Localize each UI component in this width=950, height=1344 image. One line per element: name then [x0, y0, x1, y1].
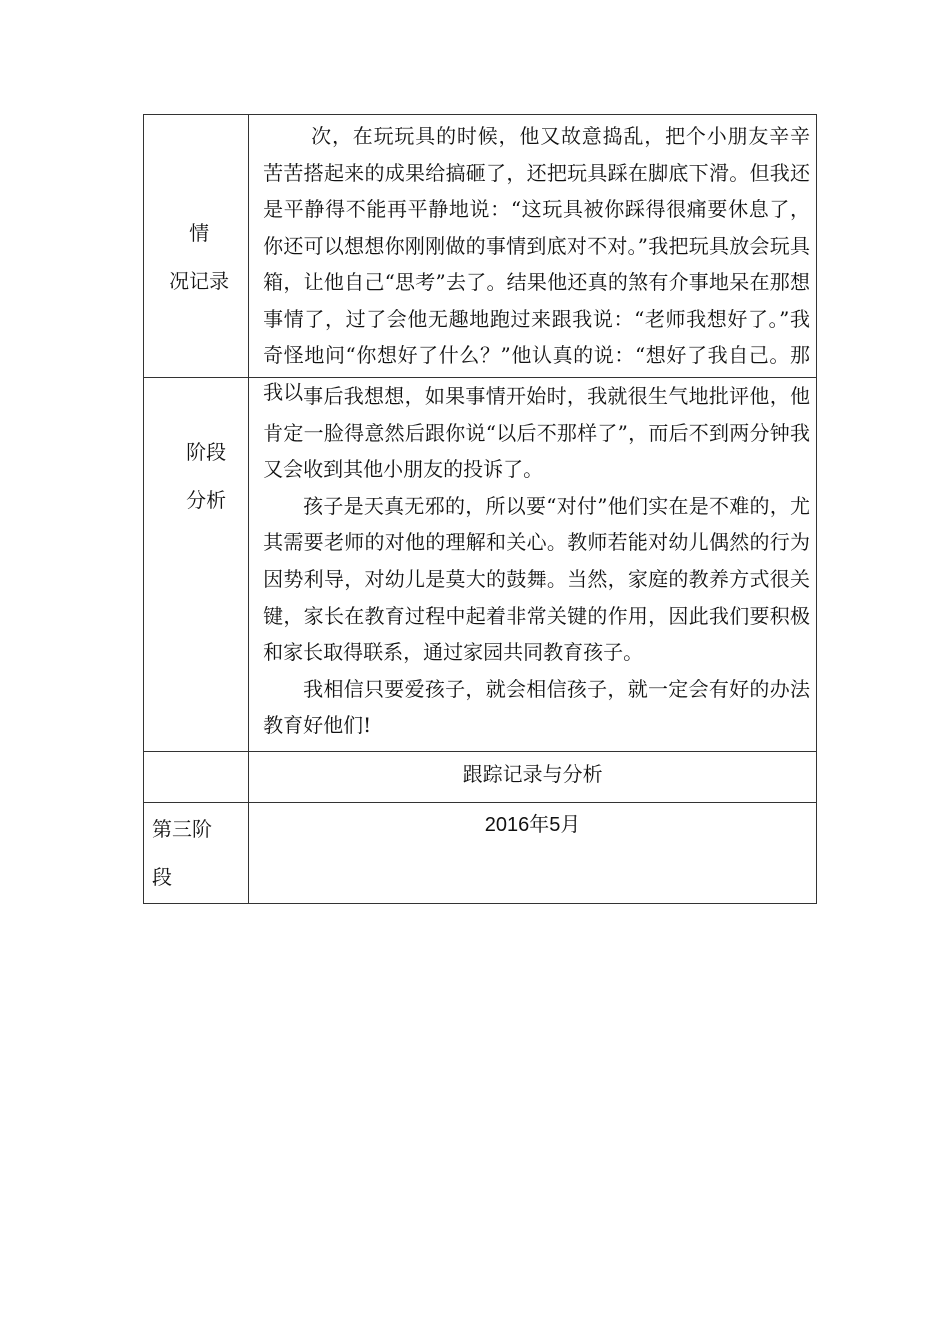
situation-text-clip [249, 115, 816, 404]
situation-text: 次，在玩玩具的时候，他又故意捣乱，把个小朋友辛辛苦苦搭起来的成果给搞砸了，还把玩具踩在脚底下滑。但我还是平静得不能再平静地说：“这玩具被你踩得很痛要休息了，你还可以想想你刚刚做的事情到底对不对。”我把玩具放会玩具箱，让他自己“思考”去了。结果他还真的煞有介事地呆在那想事情了，过了会他无趣地跑过来跟我说：“老师我想好了。”我奇怪地问“你想好了什么？”他认真的说：“想好了我自己。那我以 [263, 124, 810, 404]
tracking-header-empty-cell [144, 752, 249, 803]
stage-analysis-row [144, 378, 817, 752]
third-stage-label-line1: 第三阶 [152, 817, 212, 841]
stage-analysis-label-cell [144, 378, 249, 752]
analysis-paragraph: 孩子是天真无邪的，所以要“对付”他们实在是不难的，尤其需要老师的对他的理解和关心。教师若能对幼儿偶然的行为因势利导，对幼儿是莫大的鼓舞。当然，家庭的教养方式很关键，家长在教育过程中起着非常关键的作用，因此我们要积极和家长取得联系，通过家园共同教育孩子。 [263, 493, 810, 665]
analysis-paragraph: 我相信只要爱孩子，就会相信孩子，就一定会有好的办法教育好他们! [263, 676, 810, 738]
analysis-paragraph: 事后我想想，如果事情开始时，我就很生气地批评他，他肯定一脸得意然后跟你说“以后不那样了”，而后不到两分钟我又会收到其他小朋友的投诉了。 [263, 384, 810, 482]
situation-row [144, 115, 817, 378]
third-stage-date: 2016年5月 [249, 803, 817, 904]
situation-label-cell [144, 115, 249, 378]
stage-analysis-label-line2: 分析 [186, 488, 227, 512]
third-stage-label-line2: 段 [152, 865, 172, 889]
record-table [143, 114, 817, 904]
situation-label-line2: 况记录 [169, 269, 230, 293]
tracking-header-title: 跟踪记录与分析 [249, 752, 817, 803]
tracking-header-row [144, 752, 817, 803]
third-stage-label-cell [144, 803, 249, 904]
stage-analysis-label-line1: 阶段 [186, 440, 227, 464]
situation-content-cell [249, 115, 817, 404]
stage-analysis-content-cell [249, 378, 817, 752]
third-stage-row [144, 803, 817, 904]
situation-label-line1: 情 [189, 221, 210, 245]
